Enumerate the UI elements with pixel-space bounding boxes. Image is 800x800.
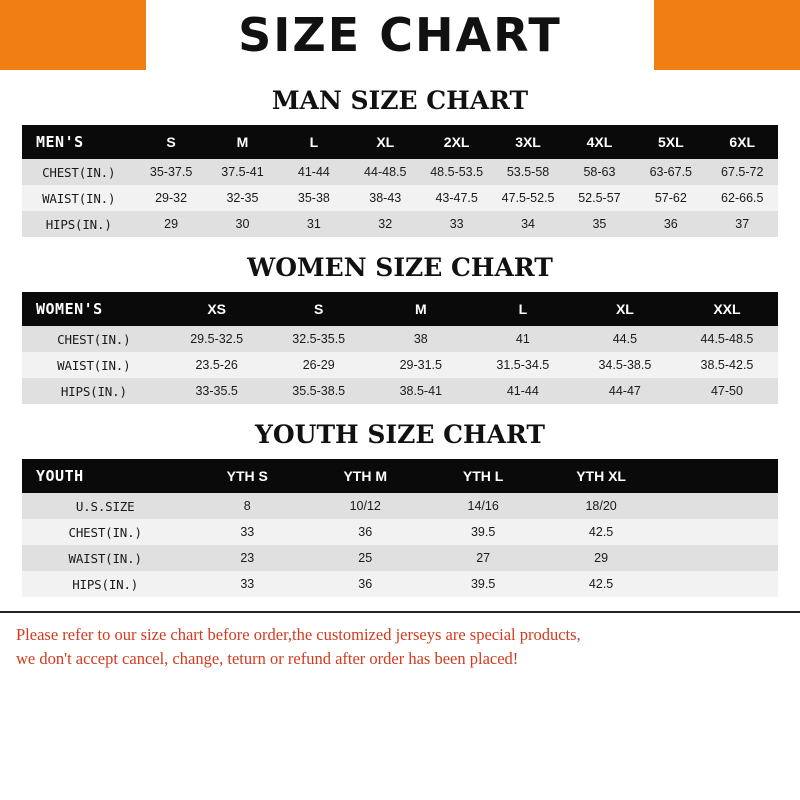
table-cell: 30 <box>207 211 278 237</box>
row-label: HIPS(IN.) <box>22 378 166 404</box>
row-label: HIPS(IN.) <box>22 211 135 237</box>
table-cell: 44.5 <box>574 326 676 352</box>
column-header: WOMEN'S <box>22 292 166 326</box>
column-header: 2XL <box>421 125 492 159</box>
table-man-size <box>22 125 778 237</box>
table-cell-spacer <box>660 545 778 571</box>
table-cell: 27 <box>424 545 542 571</box>
table-cell: 42.5 <box>542 519 660 545</box>
table-header-row <box>22 292 778 326</box>
page-title: SIZE CHART <box>238 8 562 62</box>
table-cell: 29-32 <box>135 185 206 211</box>
table-cell: 37 <box>707 211 778 237</box>
row-label: CHEST(IN.) <box>22 159 135 185</box>
table-cell: 31 <box>278 211 349 237</box>
table-cell: 32 <box>350 211 421 237</box>
column-header: YTH L <box>424 459 542 493</box>
table-row <box>22 185 778 211</box>
column-header: L <box>472 292 574 326</box>
table-cell: 29-31.5 <box>370 352 472 378</box>
table-cell: 10/12 <box>306 493 424 519</box>
table-cell: 26-29 <box>268 352 370 378</box>
column-header: L <box>278 125 349 159</box>
column-header: XXL <box>676 292 778 326</box>
table-cell: 41-44 <box>472 378 574 404</box>
table-row <box>22 352 778 378</box>
table-row <box>22 545 778 571</box>
table-cell: 32.5-35.5 <box>268 326 370 352</box>
table-youth-size <box>22 459 778 597</box>
table-cell: 14/16 <box>424 493 542 519</box>
table-cell: 23 <box>188 545 306 571</box>
table-cell: 33 <box>421 211 492 237</box>
table-cell: 31.5-34.5 <box>472 352 574 378</box>
section-title-man: MAN SIZE CHART <box>271 86 529 115</box>
column-header: 5XL <box>635 125 706 159</box>
row-label: HIPS(IN.) <box>22 571 188 597</box>
table-cell: 38 <box>370 326 472 352</box>
row-label: WAIST(IN.) <box>22 185 135 211</box>
table-cell: 35.5-38.5 <box>268 378 370 404</box>
table-cell: 67.5-72 <box>707 159 778 185</box>
table-cell: 8 <box>188 493 306 519</box>
table-cell: 29 <box>135 211 206 237</box>
table-cell: 36 <box>306 519 424 545</box>
column-header: M <box>370 292 472 326</box>
table-cell: 29.5-32.5 <box>166 326 268 352</box>
table-cell: 29 <box>542 545 660 571</box>
column-header: YTH M <box>306 459 424 493</box>
column-header: XL <box>350 125 421 159</box>
column-header: XL <box>574 292 676 326</box>
row-label: WAIST(IN.) <box>22 545 188 571</box>
table-row <box>22 493 778 519</box>
table-cell: 33 <box>188 519 306 545</box>
table-cell: 41 <box>472 326 574 352</box>
table-cell: 63-67.5 <box>635 159 706 185</box>
table-cell: 23.5-26 <box>166 352 268 378</box>
section-man <box>0 86 800 237</box>
table-cell: 52.5-57 <box>564 185 635 211</box>
table-cell: 35 <box>564 211 635 237</box>
section-women <box>0 253 800 404</box>
table-row <box>22 326 778 352</box>
column-header: M <box>207 125 278 159</box>
column-header: S <box>135 125 206 159</box>
table-cell: 35-37.5 <box>135 159 206 185</box>
table-row <box>22 378 778 404</box>
footer-line-1: Please refer to our size chart before order,the customized jerseys are special products, <box>16 625 581 644</box>
table-cell-spacer <box>660 571 778 597</box>
column-header: MEN'S <box>22 125 135 159</box>
table-cell: 38-43 <box>350 185 421 211</box>
table-cell: 18/20 <box>542 493 660 519</box>
table-cell: 47.5-52.5 <box>492 185 563 211</box>
table-cell: 38.5-41 <box>370 378 472 404</box>
column-header: 6XL <box>707 125 778 159</box>
table-cell: 44-48.5 <box>350 159 421 185</box>
column-header: 3XL <box>492 125 563 159</box>
table-row <box>22 159 778 185</box>
row-label: CHEST(IN.) <box>22 326 166 352</box>
table-cell-spacer <box>660 493 778 519</box>
column-header: 4XL <box>564 125 635 159</box>
section-youth <box>0 420 800 597</box>
section-title-youth: YOUTH SIZE CHART <box>255 420 545 449</box>
table-cell: 33-35.5 <box>166 378 268 404</box>
table-cell: 37.5-41 <box>207 159 278 185</box>
table-row <box>22 571 778 597</box>
section-title-women: WOMEN SIZE CHART <box>247 253 553 282</box>
table-cell: 25 <box>306 545 424 571</box>
footer-disclaimer <box>0 611 800 671</box>
table-women-size <box>22 292 778 404</box>
column-header: S <box>268 292 370 326</box>
table-row <box>22 211 778 237</box>
column-header-spacer <box>660 459 778 493</box>
table-cell: 62-66.5 <box>707 185 778 211</box>
column-header: YTH XL <box>542 459 660 493</box>
table-cell: 42.5 <box>542 571 660 597</box>
table-cell: 38.5-42.5 <box>676 352 778 378</box>
table-cell: 58-63 <box>564 159 635 185</box>
table-cell: 39.5 <box>424 519 542 545</box>
table-cell: 47-50 <box>676 378 778 404</box>
table-cell: 57-62 <box>635 185 706 211</box>
table-row <box>22 519 778 545</box>
table-cell: 53.5-58 <box>492 159 563 185</box>
header-banner <box>0 0 800 70</box>
table-cell: 34 <box>492 211 563 237</box>
table-cell: 44-47 <box>574 378 676 404</box>
table-header-row <box>22 459 778 493</box>
table-cell: 32-35 <box>207 185 278 211</box>
table-cell: 44.5-48.5 <box>676 326 778 352</box>
table-cell: 48.5-53.5 <box>421 159 492 185</box>
column-header: YTH S <box>188 459 306 493</box>
column-header: XS <box>166 292 268 326</box>
table-cell: 36 <box>306 571 424 597</box>
row-label: CHEST(IN.) <box>22 519 188 545</box>
table-cell: 43-47.5 <box>421 185 492 211</box>
row-label: WAIST(IN.) <box>22 352 166 378</box>
row-label: U.S.SIZE <box>22 493 188 519</box>
table-cell: 41-44 <box>278 159 349 185</box>
table-cell-spacer <box>660 519 778 545</box>
footer-line-2: we don't accept cancel, change, teturn or refund after order has been placed! <box>16 648 519 668</box>
table-cell: 39.5 <box>424 571 542 597</box>
table-cell: 35-38 <box>278 185 349 211</box>
table-cell: 34.5-38.5 <box>574 352 676 378</box>
table-cell: 33 <box>188 571 306 597</box>
table-cell: 36 <box>635 211 706 237</box>
table-header-row <box>22 125 778 159</box>
column-header: YOUTH <box>22 459 188 493</box>
